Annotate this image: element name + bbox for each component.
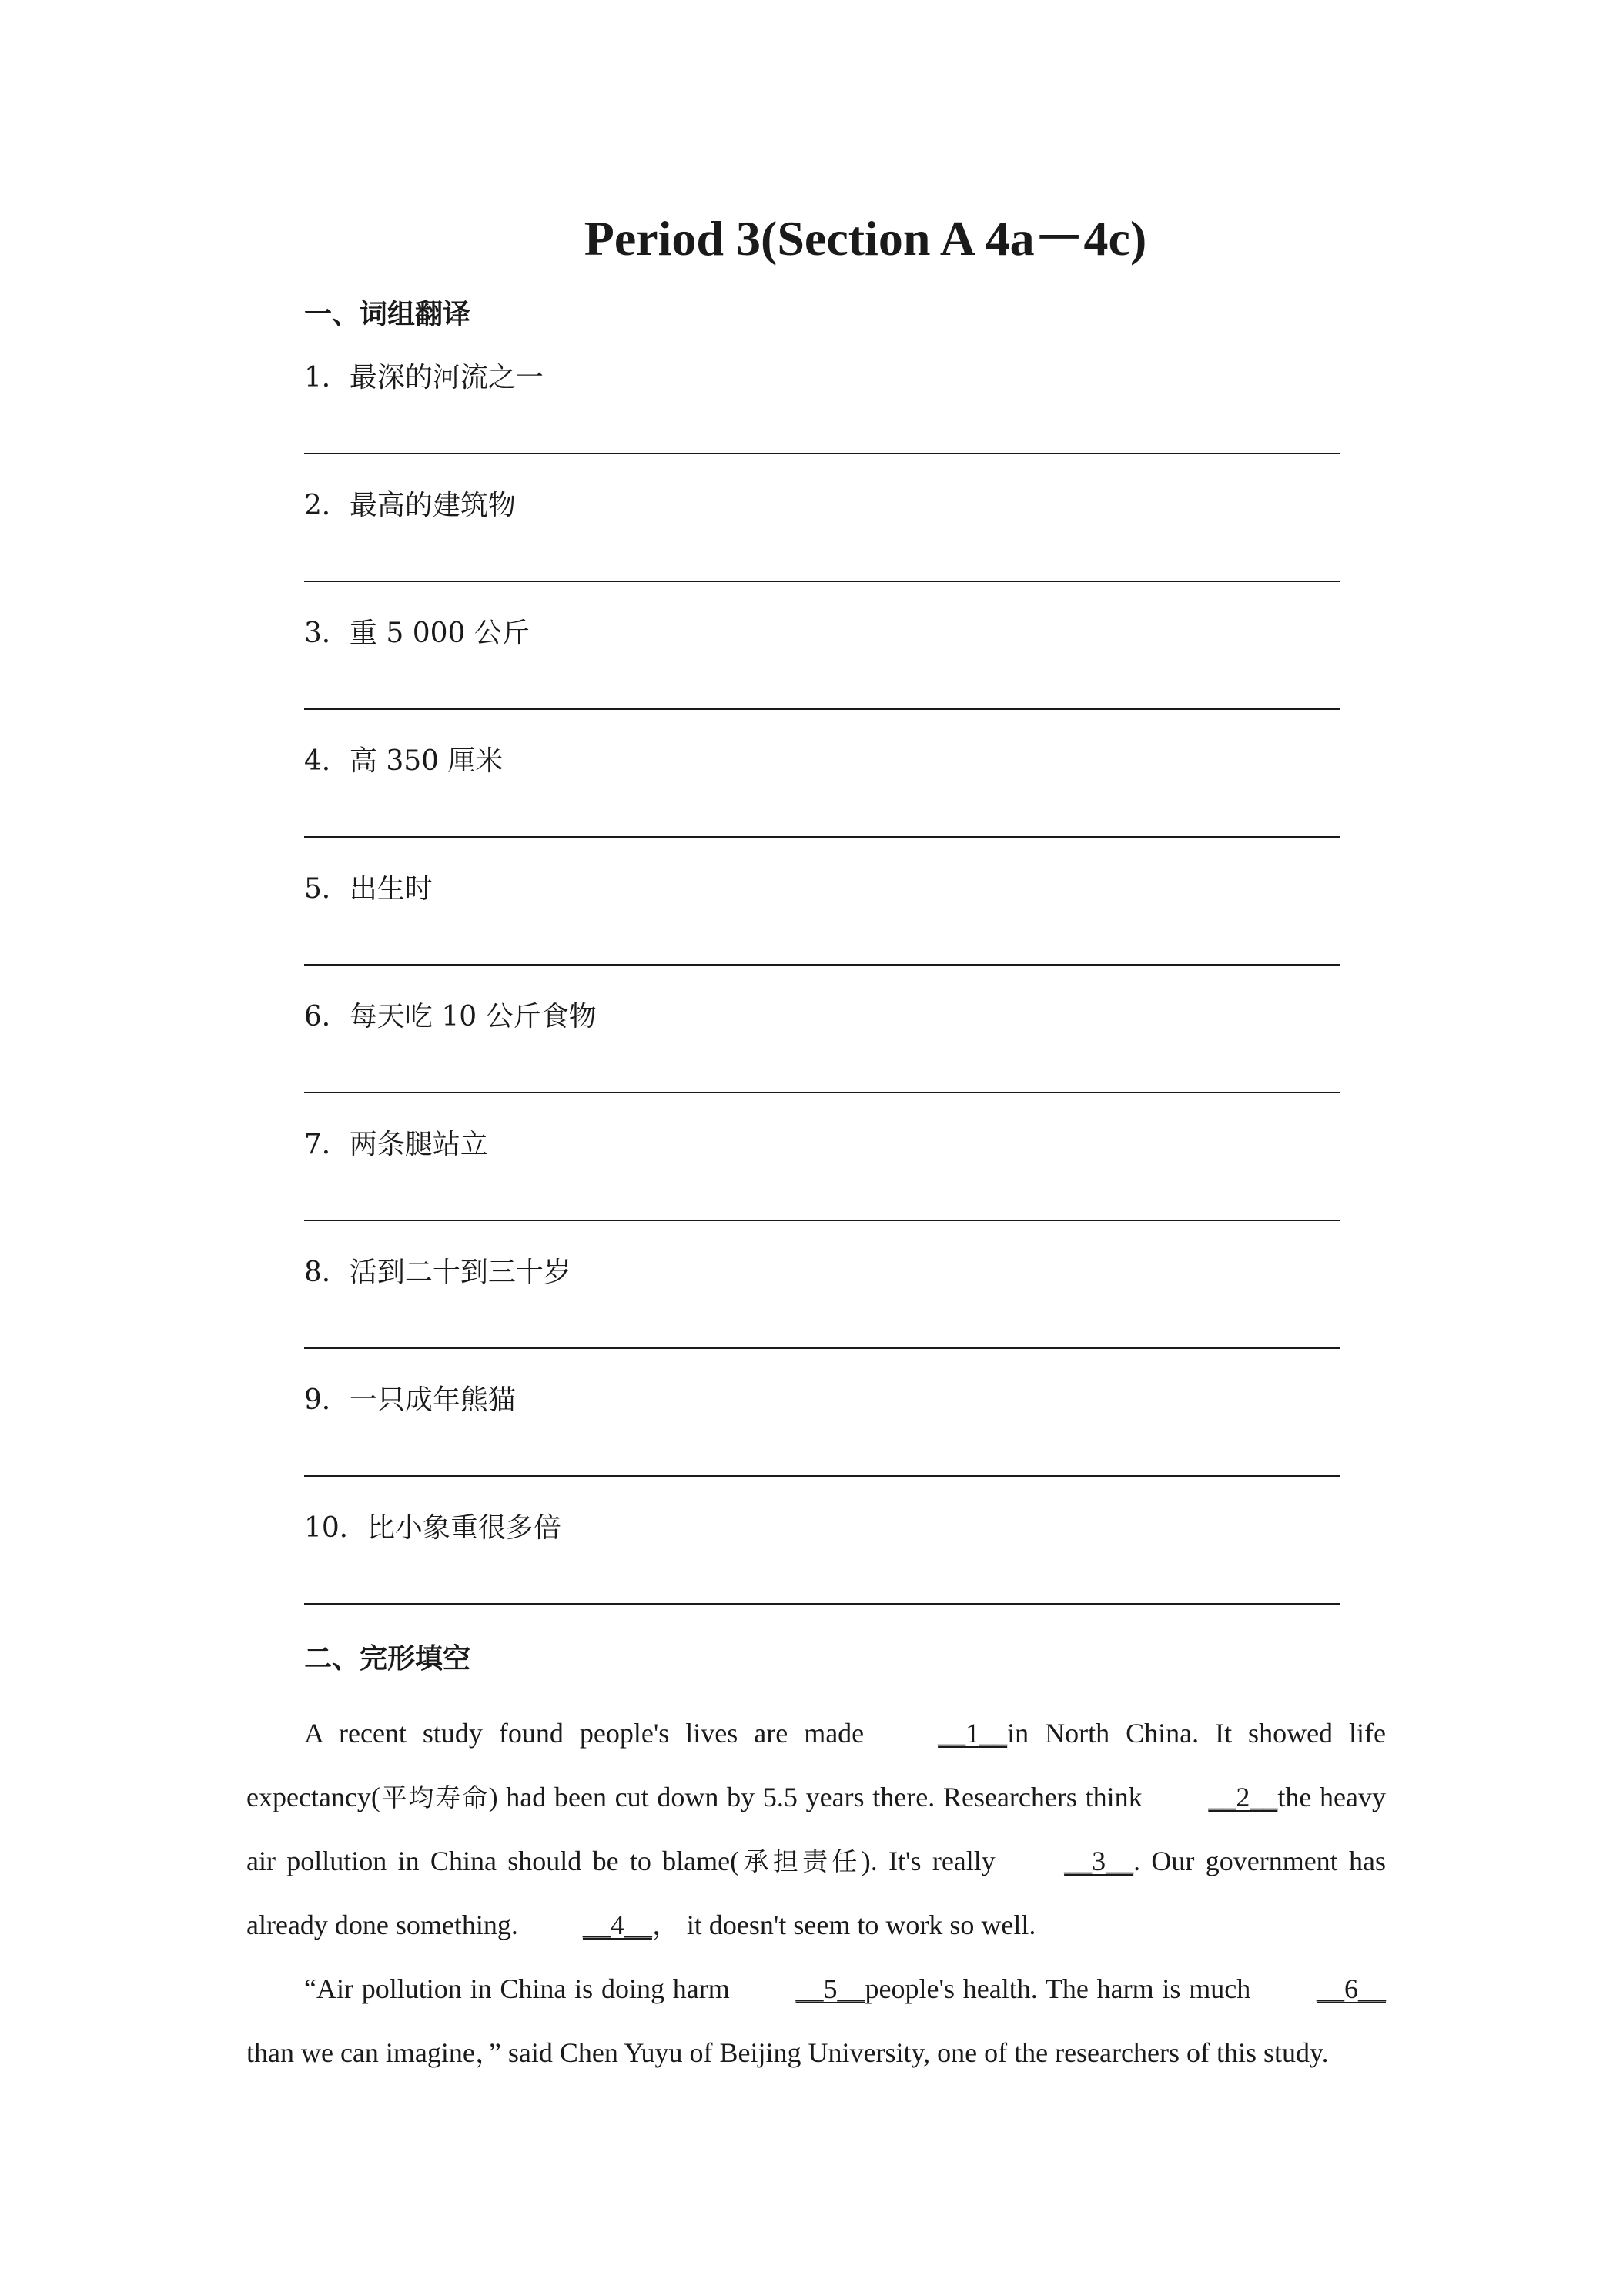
item-text: 比小象重很多倍 bbox=[366, 1512, 561, 1544]
passage-paragraph-2 bbox=[246, 1957, 1386, 2085]
section-heading-cloze: 二、完形填空 bbox=[304, 1643, 471, 1675]
list-item bbox=[304, 870, 1340, 998]
list-item bbox=[304, 998, 1340, 1126]
passage-text: than we can imagine，” said Chen Yuyu of Beijing University, one of the researchers of this study. bbox=[246, 2037, 1329, 2068]
list-item bbox=[304, 487, 1340, 614]
answer-line[interactable] bbox=[304, 708, 1340, 710]
item-number: 5． bbox=[304, 873, 350, 905]
passage-text: . Our government has already done something. bbox=[246, 1846, 1386, 1940]
list-item bbox=[304, 359, 1340, 487]
passage-text: in North China. It showed life expectancy( bbox=[246, 1718, 1386, 1812]
item-text: 高 350 厘米 bbox=[349, 745, 504, 777]
item-text: 两条腿站立 bbox=[349, 1129, 488, 1160]
passage-text: the heavy air pollution in China should be to blame( bbox=[246, 1782, 1387, 1876]
item-text: 活到二十到三十岁 bbox=[349, 1257, 571, 1288]
item-number: 10． bbox=[304, 1512, 367, 1544]
chinese-gloss: 平均寿命 bbox=[380, 1782, 489, 1812]
passage-text: people's health. The harm is much bbox=[865, 1973, 1260, 2004]
item-prompt bbox=[304, 742, 504, 781]
answer-line[interactable] bbox=[304, 1475, 1340, 1477]
item-prompt bbox=[304, 1381, 516, 1420]
passage-text: ) had been cut down by 5.5 years there. Researchers think bbox=[488, 1782, 1151, 1812]
item-number: 8． bbox=[304, 1257, 350, 1288]
item-number: 7． bbox=[304, 1129, 350, 1160]
item-number: 1． bbox=[304, 362, 350, 393]
item-prompt bbox=[304, 1126, 488, 1164]
answer-line[interactable] bbox=[304, 581, 1340, 582]
blank-4[interactable]: __4__ bbox=[582, 1909, 652, 1940]
list-item bbox=[304, 1126, 1340, 1253]
list-item bbox=[304, 1509, 1340, 1637]
answer-line[interactable] bbox=[304, 1603, 1340, 1605]
chinese-gloss: 承担责任 bbox=[739, 1846, 862, 1876]
item-prompt bbox=[304, 1509, 561, 1548]
item-number: 4． bbox=[304, 745, 350, 777]
list-item bbox=[304, 742, 1340, 870]
item-prompt bbox=[304, 870, 433, 909]
item-prompt bbox=[304, 998, 597, 1036]
item-text: 每天吃 10 公斤食物 bbox=[349, 1001, 597, 1033]
blank-1[interactable]: __1__ bbox=[938, 1718, 1008, 1749]
item-prompt bbox=[304, 359, 544, 397]
passage-text: ). It's really bbox=[861, 1846, 1007, 1876]
list-item bbox=[304, 1253, 1340, 1381]
list-item bbox=[304, 614, 1340, 742]
answer-line[interactable] bbox=[304, 1220, 1340, 1221]
blank-6[interactable]: __6__ bbox=[1317, 1973, 1387, 2004]
page-title: Period 3(Section A 4a－4c) bbox=[584, 211, 1147, 266]
translation-list bbox=[304, 359, 1340, 1637]
item-number: 2． bbox=[304, 490, 350, 521]
answer-line[interactable] bbox=[304, 1347, 1340, 1349]
item-text: 一只成年熊猫 bbox=[349, 1384, 516, 1416]
section-heading-translation: 一、词组翻译 bbox=[304, 299, 471, 330]
cloze-passage bbox=[246, 1702, 1386, 2085]
passage-text: ， it doesn't seem to work so well. bbox=[651, 1909, 1036, 1940]
list-item bbox=[304, 1381, 1340, 1509]
item-prompt bbox=[304, 614, 530, 653]
passage-text: “Air pollution in China is doing harm bbox=[304, 1973, 738, 2004]
answer-line[interactable] bbox=[304, 964, 1340, 966]
blank-5[interactable]: __5__ bbox=[795, 1973, 865, 2004]
answer-line[interactable] bbox=[304, 836, 1340, 838]
passage-paragraph-1 bbox=[246, 1702, 1386, 1957]
item-number: 3． bbox=[304, 618, 350, 649]
blank-3[interactable]: __3__ bbox=[1064, 1846, 1134, 1876]
answer-line[interactable] bbox=[304, 1092, 1340, 1093]
answer-line[interactable] bbox=[304, 453, 1340, 454]
item-number: 9． bbox=[304, 1384, 350, 1416]
item-prompt bbox=[304, 1253, 571, 1292]
item-text: 出生时 bbox=[349, 873, 433, 905]
item-text: 重 5 000 公斤 bbox=[349, 618, 530, 649]
item-number: 6． bbox=[304, 1001, 350, 1033]
item-prompt bbox=[304, 487, 516, 525]
blank-2[interactable]: __2__ bbox=[1208, 1782, 1278, 1812]
passage-text: A recent study found people's lives are made bbox=[304, 1718, 881, 1749]
item-text: 最高的建筑物 bbox=[349, 490, 516, 521]
item-text: 最深的河流之一 bbox=[349, 362, 544, 393]
